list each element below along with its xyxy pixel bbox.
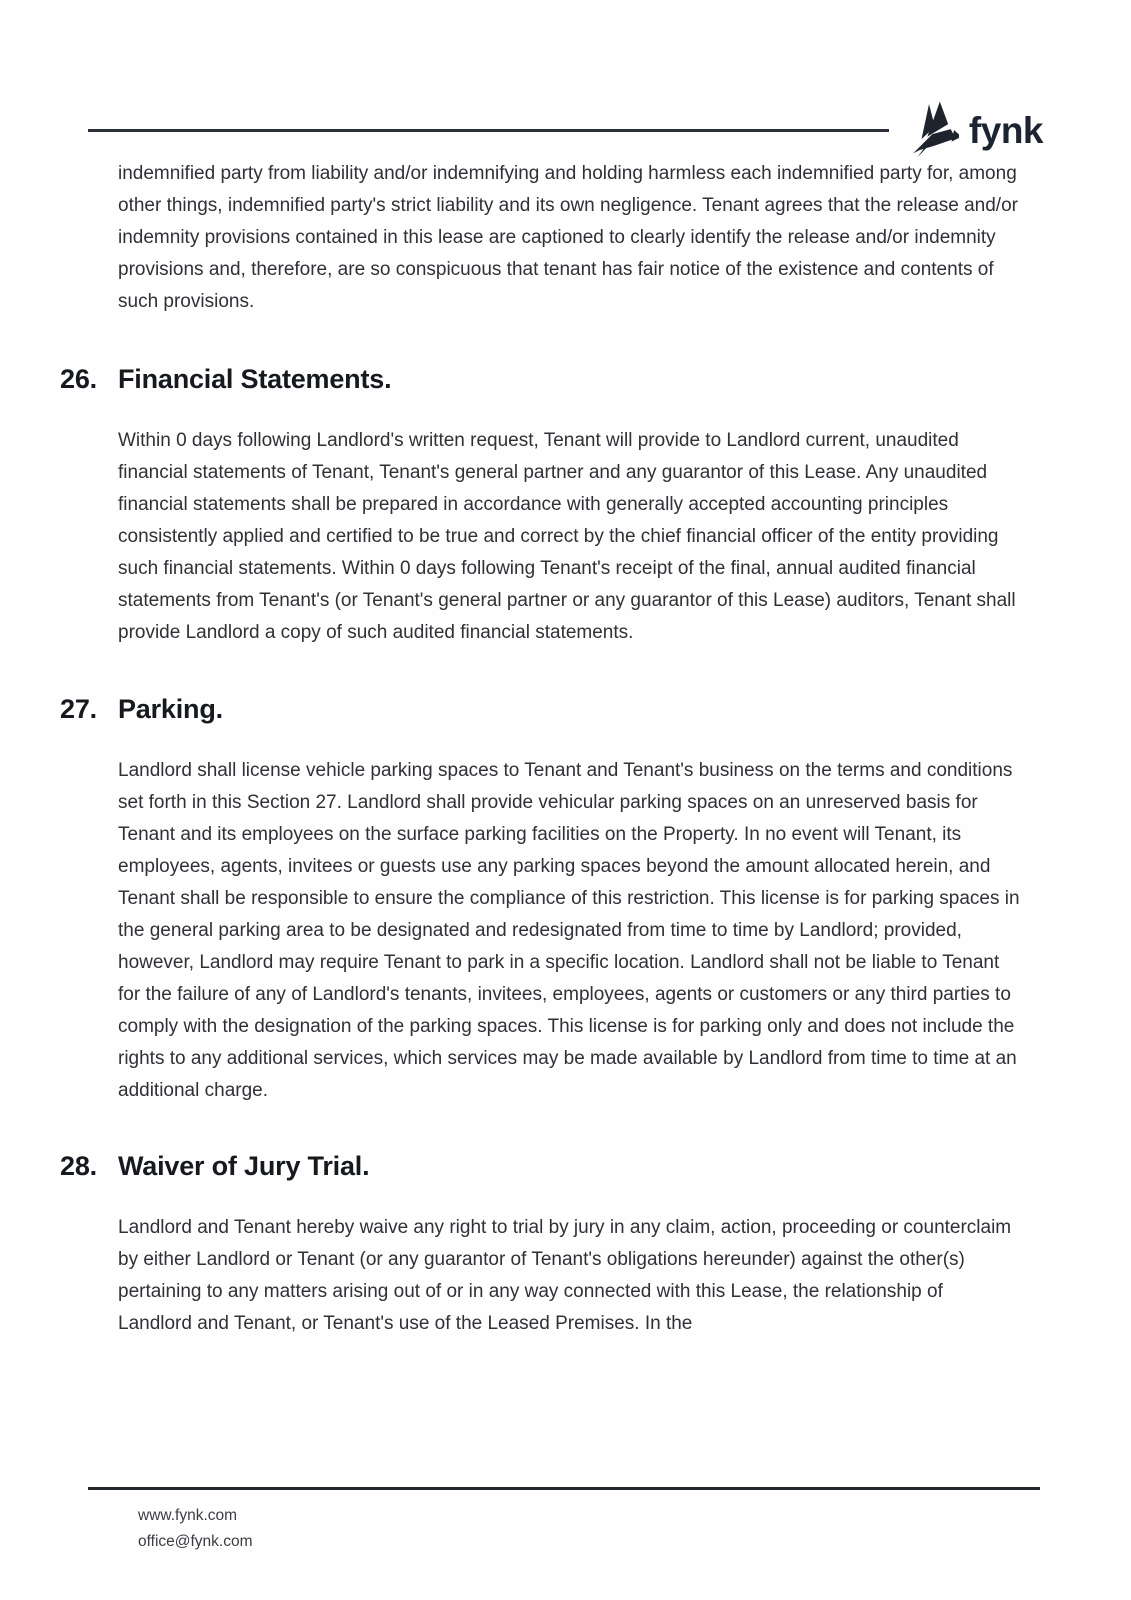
section-28-number: 28.	[60, 1151, 97, 1181]
fynk-logo	[909, 101, 1043, 159]
section-27-paragraph: Landlord shall license vehicle parking spaces to Tenant and Tenant's business on the terms and conditions set forth in this Section 27. Landlord shall provide vehicular parking spaces on an unreserved basis for Tenant and its employees on the surface parking facilities on the Property. In no event will Tenant, its employees, agents, invitees or guests use any parking spaces beyond the amount allocated herein, and Tenant shall be responsible to ensure the compliance of this restriction. This license is for parking spaces in the general parking area to be designated and redesignated from time to time by Landlord; provided, however, Landlord may require Tenant to park in a specific location. Landlord shall not be liable to Tenant for the failure of any of Landlord's tenants, invitees, employees, agents or customers or any third parties to comply with the designation of the parking spaces. This license is for parking only and does not include the rights to any additional services, which services may be made available by Landlord from time to time at an additional charge.	[118, 760, 1020, 1101]
page-footer	[88, 1487, 1040, 1555]
section-28-title: Waiver of Jury Trial.	[118, 1151, 370, 1181]
fynk-wordmark: fynk	[968, 109, 1043, 151]
page-header	[88, 100, 1043, 160]
section-28-paragraph: Landlord and Tenant hereby waive any right to trial by jury in any claim, action, proceeding or counterclaim by either Landlord or Tenant (or any guarantor of Tenant's obligations hereunder) against the other(s) pertaining to any matters arising out of or in any way connected with this Lease, the relationship of Landlord and Tenant, or Tenant's use of the Leased Premises. In the	[118, 1217, 1012, 1334]
document-content	[60, 158, 1020, 1340]
section-27-heading	[60, 690, 1020, 728]
section-26-title: Financial Statements.	[118, 364, 392, 394]
section-28-heading	[60, 1147, 1020, 1185]
section-26-number: 26.	[60, 364, 97, 394]
footer-website: www.fynk.com	[138, 1507, 238, 1524]
footer-email: office@fynk.com	[138, 1533, 253, 1550]
header-divider-line	[88, 129, 889, 132]
section-26-heading	[60, 360, 1020, 398]
section-26-paragraph: Within 0 days following Landlord's written request, Tenant will provide to Landlord current, unaudited financial statements of Tenant, Tenant's general partner and any guarantor of this Lease. Any unaudited financial statements shall be prepared in accordance with generally accepted accounting principles consistently applied and certified to be true and correct by the chief financial officer of the entity providing such financial statements. Within 0 days following Tenant's receipt of the final, annual audited financial statements from Tenant's (or Tenant's general partner or any guarantor of this Lease) auditors, Tenant shall provide Landlord a copy of such audited financial statements.	[118, 430, 1016, 643]
section-27-number: 27.	[60, 694, 97, 724]
section-27-title: Parking.	[118, 694, 223, 724]
origami-bird-icon	[909, 101, 959, 159]
intro-paragraph: indemnified party from liability and/or indemnifying and holding harmless each indemnified party for, among other things, indemnified party's strict liability and its own negligence. Tenant agrees that the release and/or indemnity provisions contained in this lease are captioned to clearly identify the release and/or indemnity provisions and, therefore, are so conspicuous that tenant has fair notice of the existence and contents of such provisions.	[118, 163, 1018, 312]
